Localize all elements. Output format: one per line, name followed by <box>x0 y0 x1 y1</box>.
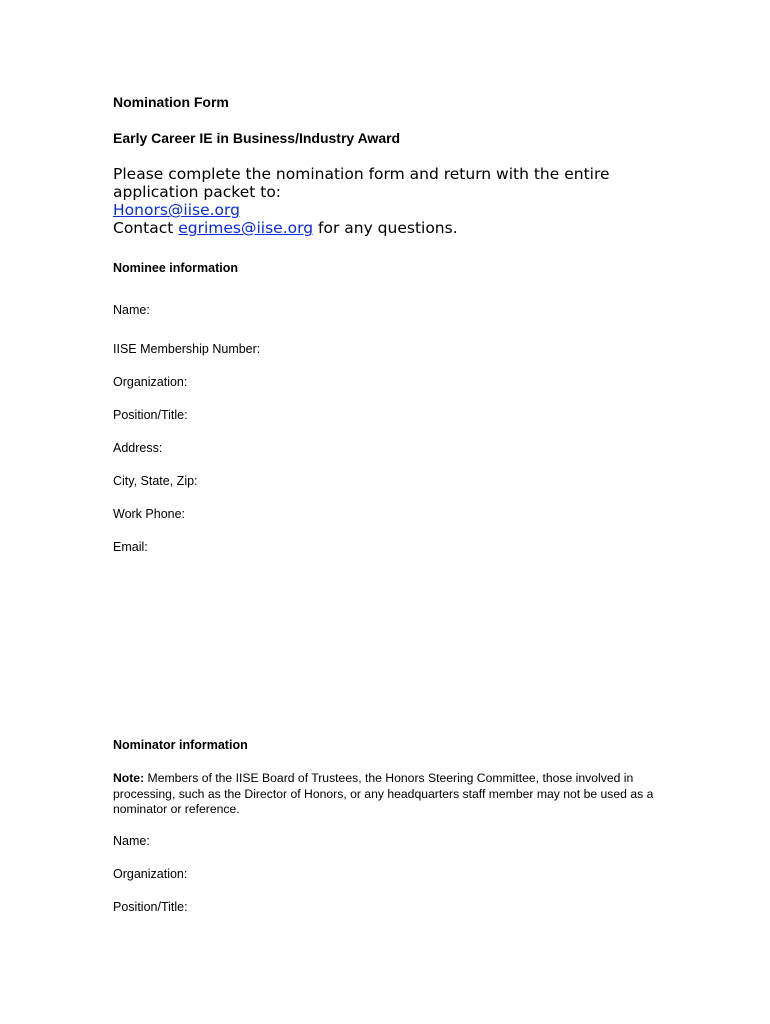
nominator-position-label: Position/Title: <box>113 900 188 914</box>
honors-email-line <box>113 201 240 219</box>
note-text: Members of the IISE Board of Trustees, the Honors Steering Committee, those involved in processing, such as the Director of Honors, or any headquarters staff member may not be used as a nominator or reference. <box>113 771 654 816</box>
honors-email-link[interactable]: Honors@iise.org <box>113 201 240 219</box>
nominee-email-label: Email: <box>113 540 148 554</box>
contact-prefix: Contact <box>113 219 179 237</box>
nominator-note <box>113 771 658 818</box>
nominee-city-state-zip-label: City, State, Zip: <box>113 474 198 488</box>
intro-line-2: application packet to: <box>113 183 282 201</box>
contact-email-link[interactable]: egrimes@iise.org <box>178 219 314 237</box>
nominee-section-heading: Nominee information <box>113 261 239 275</box>
nominee-name-label: Name: <box>113 303 150 317</box>
nominee-position-label: Position/Title: <box>113 408 188 422</box>
form-title: Nomination Form <box>113 94 229 110</box>
nominee-membership-number-label: IISE Membership Number: <box>113 342 261 356</box>
award-title: Early Career IE in Business/Industry Award <box>113 130 401 146</box>
nominator-section-heading: Nominator information <box>113 738 248 752</box>
contact-line <box>113 219 458 237</box>
contact-suffix: for any questions. <box>313 219 458 237</box>
nominee-organization-label: Organization: <box>113 375 188 389</box>
nominee-address-label: Address: <box>113 441 163 455</box>
nominee-work-phone-label: Work Phone: <box>113 507 186 521</box>
nominator-name-label: Name: <box>113 834 150 848</box>
intro-line-1: Please complete the nomination form and return with the entire <box>113 165 610 183</box>
note-label: Note: <box>113 771 145 785</box>
nominator-organization-label: Organization: <box>113 867 188 881</box>
